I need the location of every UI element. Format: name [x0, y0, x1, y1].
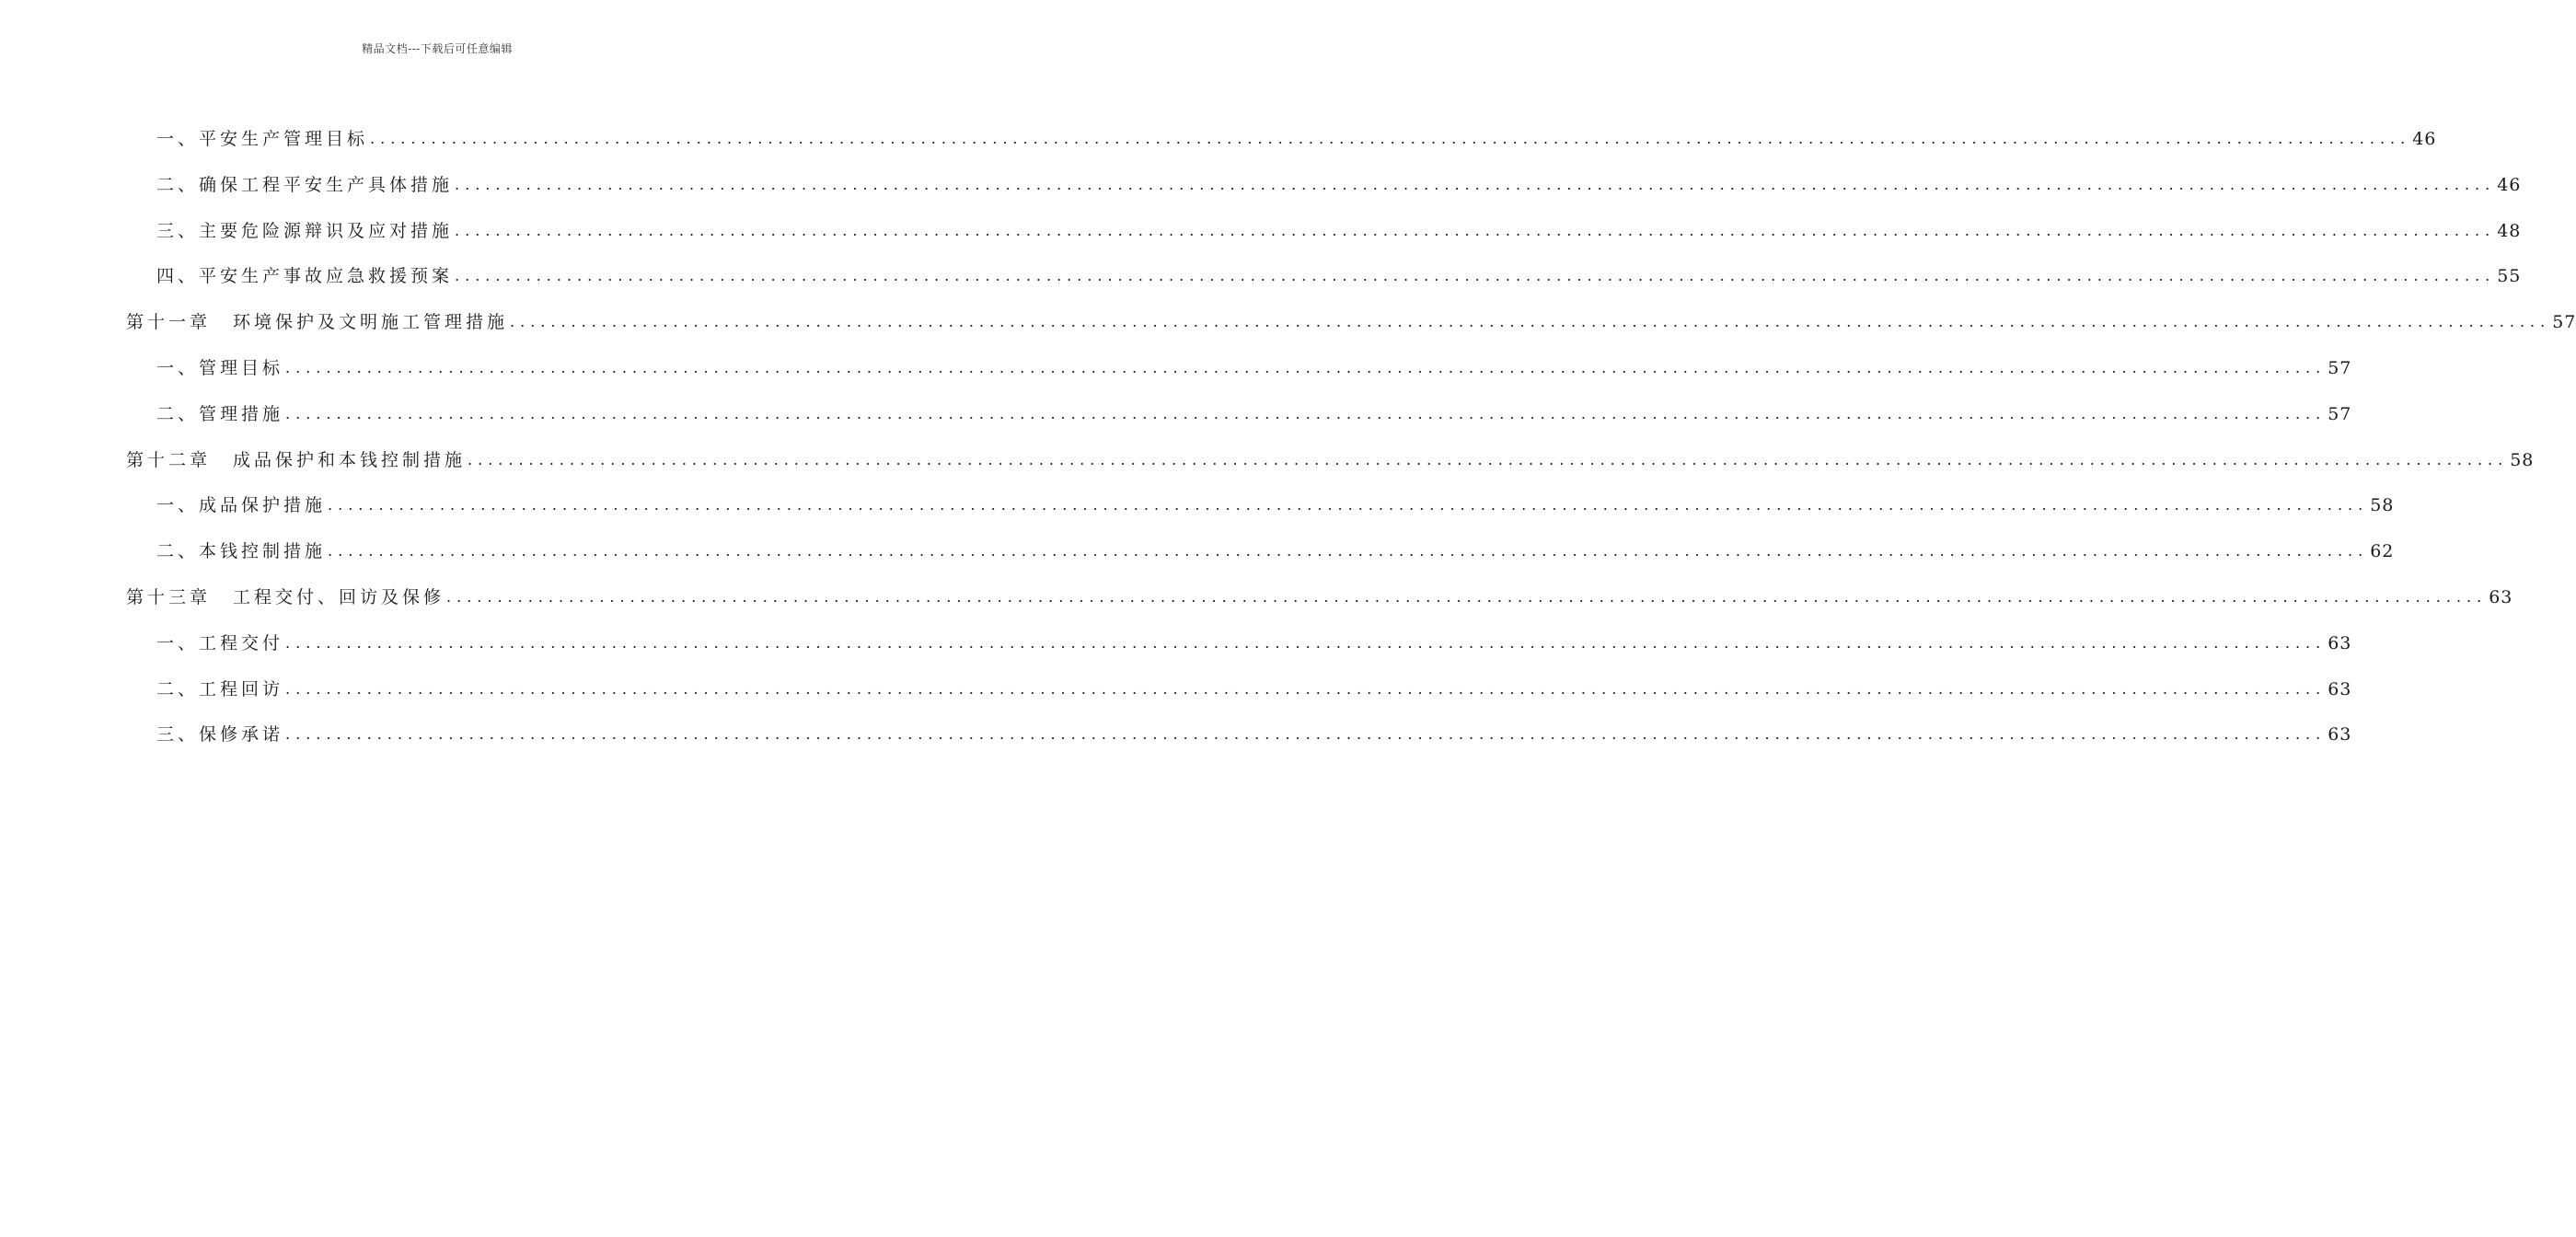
toc-chapter-title: 工程交付、回访及保修: [233, 587, 445, 607]
toc-page-number: 46: [2497, 174, 2522, 195]
toc-section-entry: [156, 628, 2352, 659]
toc-entry-title: [126, 582, 445, 613]
toc-dot-leader: ........................................................................................................................................................................................................: [285, 633, 2327, 652]
toc-dot-leader: ........................................................................................................................................................................................................: [285, 725, 2327, 744]
toc-dot-leader: ........................................................................................................................................................................................................: [455, 221, 2496, 239]
toc-section-entry: [156, 353, 2352, 384]
toc-entry-title: 一、管理目标: [156, 358, 284, 378]
toc-dot-leader: ........................................................................................................................................................................................................: [285, 679, 2327, 698]
toc-entry-title: 一、平安生产管理目标: [156, 129, 369, 149]
toc-section-entry: [156, 260, 2522, 292]
toc-page-number: 57: [2552, 312, 2576, 333]
toc-entry-title: 二、本钱控制措施: [156, 541, 327, 562]
toc-chapter-title: 成品保护和本钱控制措施: [233, 449, 467, 470]
toc-page-number: 58: [2370, 495, 2395, 516]
toc-dot-leader: ........................................................................................................................................................................................................: [446, 588, 2488, 606]
toc-dot-leader: ........................................................................................................................................................................................................: [455, 267, 2496, 285]
toc-chapter-number: 第十一章: [126, 312, 212, 333]
toc-page-number: 63: [2489, 587, 2513, 607]
toc-entry-title: 二、确保工程平安生产具体措施: [156, 174, 454, 195]
page-header: 精品文档---下载后可任意编辑: [362, 42, 513, 55]
toc-chapter-entry: [126, 306, 2576, 338]
toc-page-number: 46: [2412, 129, 2437, 149]
toc-page-number: 58: [2510, 449, 2535, 470]
toc-dot-leader: ........................................................................................................................................................................................................: [370, 130, 2411, 147]
toc-section-entry: [156, 399, 2352, 430]
toc-section-entry: [156, 719, 2352, 750]
toc-page-number: 63: [2328, 632, 2352, 653]
toc-section-entry: [156, 169, 2522, 201]
toc-dot-leader: ........................................................................................................................................................................................................: [455, 175, 2496, 193]
toc-entry-title: 一、成品保护措施: [156, 495, 327, 516]
toc-chapter-number: 第十三章: [126, 587, 212, 607]
toc-dot-leader: ........................................................................................................................................................................................................: [468, 450, 2509, 468]
toc-dot-leader: ........................................................................................................................................................................................................: [285, 404, 2327, 422]
toc-section-entry: [156, 674, 2352, 705]
toc-page-number: 62: [2370, 541, 2395, 562]
toc-section-entry: [156, 490, 2395, 521]
toc-section-entry: [156, 215, 2522, 247]
toc-chapter-entry: [126, 445, 2535, 476]
toc-dot-leader: ........................................................................................................................................................................................................: [510, 313, 2551, 331]
toc-chapter-title: 环境保护及文明施工管理措施: [233, 312, 509, 333]
toc-page-number: 55: [2497, 266, 2522, 287]
toc-entry-title: 四、平安生产事故应急救援预案: [156, 266, 454, 287]
toc-entry-title: 一、工程交付: [156, 632, 284, 653]
toc-entry-title: 二、管理措施: [156, 403, 284, 424]
toc-entry-title: 三、主要危险源辩识及应对措施: [156, 220, 454, 241]
toc-dot-leader: ........................................................................................................................................................................................................: [328, 542, 2369, 561]
toc-entry-title: 三、保修承诺: [156, 724, 284, 746]
toc-section-entry: [156, 536, 2395, 567]
toc-page-number: 63: [2328, 724, 2352, 746]
toc-dot-leader: ........................................................................................................................................................................................................: [285, 359, 2327, 376]
toc-section-entry: [156, 123, 2437, 155]
toc-entry-title: 二、工程回访: [156, 678, 284, 699]
toc-page-number: 57: [2328, 358, 2352, 378]
toc-chapter-entry: [126, 582, 2513, 613]
toc-page-number: 57: [2328, 403, 2352, 424]
toc-page-number: 63: [2328, 678, 2352, 699]
toc-page-number: 48: [2497, 220, 2522, 241]
toc-entry-title: [126, 306, 508, 338]
toc-chapter-number: 第十二章: [126, 449, 212, 470]
toc-entry-title: [126, 445, 466, 476]
toc-dot-leader: ........................................................................................................................................................................................................: [328, 496, 2369, 514]
